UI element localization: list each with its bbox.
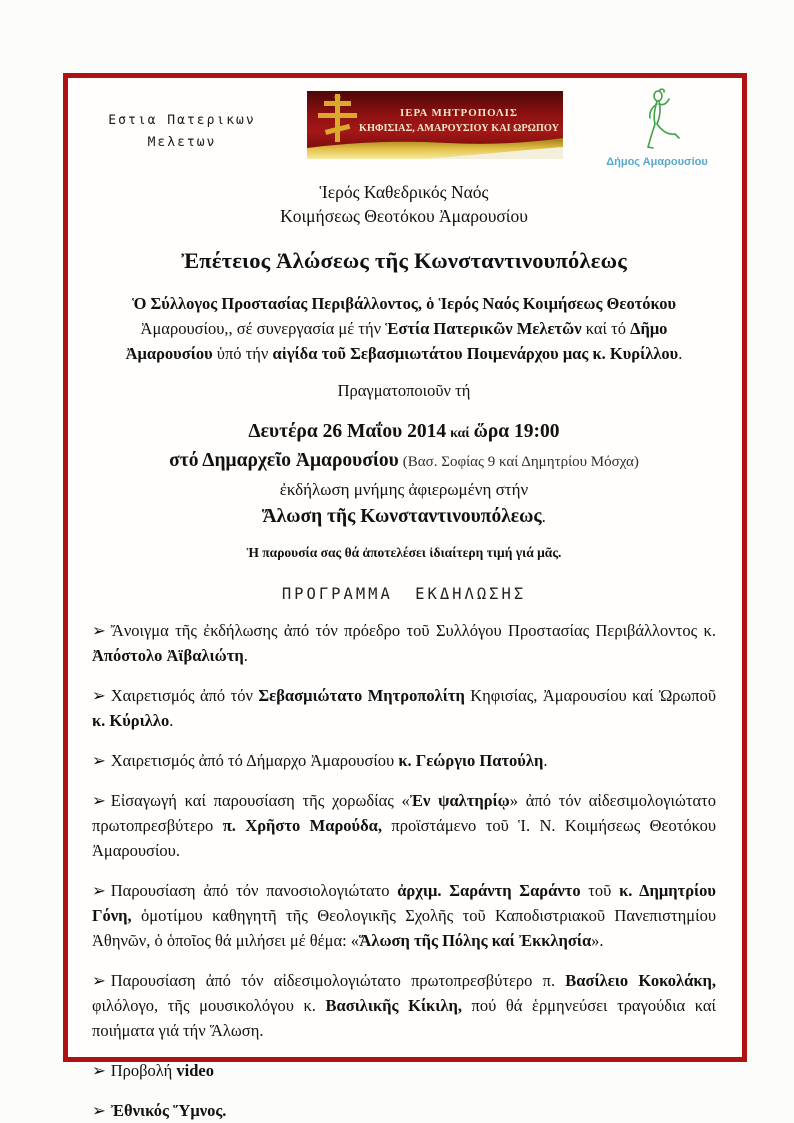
arrow-bullet-icon: ➢ <box>92 751 106 770</box>
event-subject-period: . <box>541 507 546 526</box>
program-item-6 <box>92 968 716 1043</box>
item-run: Ἄνοιγμα τῆς ἐκδήλωσης ἀπό τόν πρόεδρο τοῦ Συλλόγου Προστασίας Περιβάλλοντος κ. <box>110 621 716 640</box>
intro-run: Δῆμο Ἀμαρουσίου <box>125 319 668 363</box>
arrow-bullet-icon: ➢ <box>92 621 106 640</box>
item-run: Χαιρετισμός ἀπό τό Δήμαρχο Ἀμαρουσίου <box>110 751 399 770</box>
event-date-line <box>92 418 716 447</box>
program-item-7 <box>92 1058 716 1083</box>
arrow-bullet-icon: ➢ <box>92 881 106 900</box>
item-run: Σεβασμιώτατο Μητροπολίτη <box>258 686 471 705</box>
page-title: Ἐπέτειος Ἁλώσεως τῆς Κωνσταντινουπόλεως <box>181 248 627 273</box>
item-run: κ. Κύριλλο <box>92 711 170 730</box>
church-line-2: Κοιμήσεως Θεοτόκου Ἀμαρουσίου <box>280 206 528 226</box>
item-run: φιλόλογο, τῆς μουσικολόγου κ. <box>92 996 326 1015</box>
item-run: τοῦ <box>580 881 620 900</box>
item-run: Ἀπόστολο Ἀϊβαλιώτη <box>92 646 244 665</box>
item-run: Κηφισίας, Ἀμαρουσίου καί Ὠρωποῦ <box>470 686 717 705</box>
program-item-5 <box>92 878 716 953</box>
event-subject: Ἅλωση τῆς Κωνσταντινουπόλεως <box>262 506 542 527</box>
arrow-bullet-icon: ➢ <box>92 791 106 810</box>
event-date: Δευτέρα 26 Μαΐου 2014 <box>248 421 447 442</box>
red-border-frame <box>63 73 747 1120</box>
municipality-logo <box>598 88 716 168</box>
item-run: Ἅλωση τῆς Πόλης καί Ἐκκλησία <box>359 931 592 950</box>
item-run: κ. Γεώργιο Πατούλη <box>398 751 544 770</box>
arrow-bullet-icon: ➢ <box>92 1101 106 1120</box>
item-run: ἀρχιμ. Σαράντη Σαράντο <box>397 881 581 900</box>
church-line-1: Ἱερός Καθεδρικός Ναός <box>319 182 489 202</box>
intro-run: Ὁ Σύλλογος Προστασίας Περιβάλλοντος, ὁ Ἱερός Ναός Κοιμήσεως Θεοτόκου <box>131 294 677 313</box>
item-run: Παρουσίαση ἀπό τόν πανοσιολογιώτατο <box>110 881 398 900</box>
event-venue: στό Δημαρχεῖο Ἀμαρουσίου <box>169 450 399 471</box>
program-item-1 <box>92 618 716 668</box>
event-subject-line <box>92 503 716 531</box>
intro-run: Ἀμαρουσίου,, σέ συνεργασία μέ τήν <box>140 319 386 338</box>
item-run: Βασίλειο Κοκολάκη, <box>565 971 716 990</box>
intro-run: Ἑστία Πατερικῶν Μελετῶν <box>385 319 582 338</box>
arrow-bullet-icon: ➢ <box>92 971 106 990</box>
item-run: video <box>176 1061 215 1080</box>
metropolis-banner-image <box>307 91 563 159</box>
metropolis-banner <box>307 91 563 159</box>
arrow-bullet-icon: ➢ <box>92 1061 106 1080</box>
item-run: . <box>169 711 174 730</box>
event-date-connector: καί <box>450 426 470 441</box>
church-name <box>92 180 716 228</box>
item-run: προϊστάμενο τοῦ Ἱ. Ν. Κοιμήσεως Θεοτόκου Ἀμαρουσίου. <box>92 816 716 860</box>
banner-line-2: ΚΗΦΙΣΙΑΣ, ΑΜΑΡΟΥΣΙΟΥ ΚΑΙ ΩΡΩΠΟΥ <box>359 122 560 134</box>
organizer-line: Πραγματοποιοῦν τή <box>337 381 471 400</box>
intro-run: . <box>678 344 683 363</box>
item-run: Εἰσαγωγή καί παρουσίαση τῆς χορωδίας « <box>110 791 410 810</box>
intro-run: καί τό <box>581 319 631 338</box>
item-run: π. Χρῆστο Μαρούδα, <box>222 816 382 835</box>
program-heading: ΠΡΟΓΡΑΜΜΑ ΕΚΔΗΛΩΣΗΣ <box>281 585 527 603</box>
header <box>92 86 716 168</box>
item-run: . <box>243 646 248 665</box>
item-run: » ἀπό τόν αἰδεσιμολογιώτατο πρωτοπρεσβύτερο <box>92 791 716 835</box>
event-description-line: ἐκδήλωση μνήμης ἀφιερωμένη στήν <box>279 480 529 499</box>
item-run: Ἐν ψαλτηρίῳ <box>409 791 510 810</box>
intro-paragraph <box>97 291 711 366</box>
event-details <box>92 418 716 531</box>
item-run: πού θά ἑρμηνεύσει τραγούδια καί ποιήματα γιά τήν Ἅλωση. <box>92 996 716 1040</box>
content-area <box>68 78 742 1123</box>
program-item-8 <box>92 1098 716 1123</box>
event-time: ὥρα 19:00 <box>473 421 560 442</box>
arrow-bullet-icon: ➢ <box>92 686 106 705</box>
org-line-1: Εστια Πατερικων <box>108 113 256 128</box>
program-item-2 <box>92 683 716 733</box>
presence-note: Ἡ παρουσία σας θά ἀποτελέσει ἰδιαίτερη τιμή γιά μᾶς. <box>246 545 562 560</box>
item-run: ». <box>591 931 604 950</box>
intro-run: αἰγίδα τοῦ Σεβασμιωτάτου Ποιμενάρχου μας κ. Κυρίλλου <box>272 344 679 363</box>
item-run: Ἐθνικός Ὕμνος. <box>110 1101 227 1120</box>
item-run: ὁμοτίμου καθηγητῆ τῆς Θεολογικῆς Σχολῆς τοῦ Καποδιστριακοῦ Πανεπιστημίου Ἀθηνῶν, ὁ ὁποῖος θά μιλήσει μέ θέμα: « <box>92 906 716 950</box>
municipality-label: Δήμος Αμαρουσίου <box>606 156 708 168</box>
green-runner-figure-icon <box>622 88 692 150</box>
item-run: . <box>543 751 548 770</box>
program-item-4 <box>92 788 716 863</box>
event-address: (Βασ. Σοφίας 9 καί Δημητρίου Μόσχα) <box>402 454 639 470</box>
item-run: Χαιρετισμός ἀπό τόν <box>110 686 259 705</box>
item-run: Βασιλικῆς Κίκιλη, <box>325 996 462 1015</box>
program-list <box>92 618 716 1123</box>
intro-run: ὑπό τήν <box>212 344 273 363</box>
item-run: κ. Δημητρίου Γόνη, <box>92 881 716 925</box>
event-venue-line <box>92 447 716 476</box>
estia-paterikon-meleton-label <box>92 110 272 154</box>
program-item-3 <box>92 748 716 773</box>
banner-line-1: ΙΕΡΑ ΜΗΤΡΟΠΟΛΙΣ <box>400 107 518 119</box>
item-run: Προβολή <box>110 1061 177 1080</box>
org-line-2: Μελετων <box>147 135 217 150</box>
item-run: Παρουσίαση ἀπό τόν αἰδεσιμολογιώτατο πρωτοπρεσβύτερο π. <box>110 971 566 990</box>
